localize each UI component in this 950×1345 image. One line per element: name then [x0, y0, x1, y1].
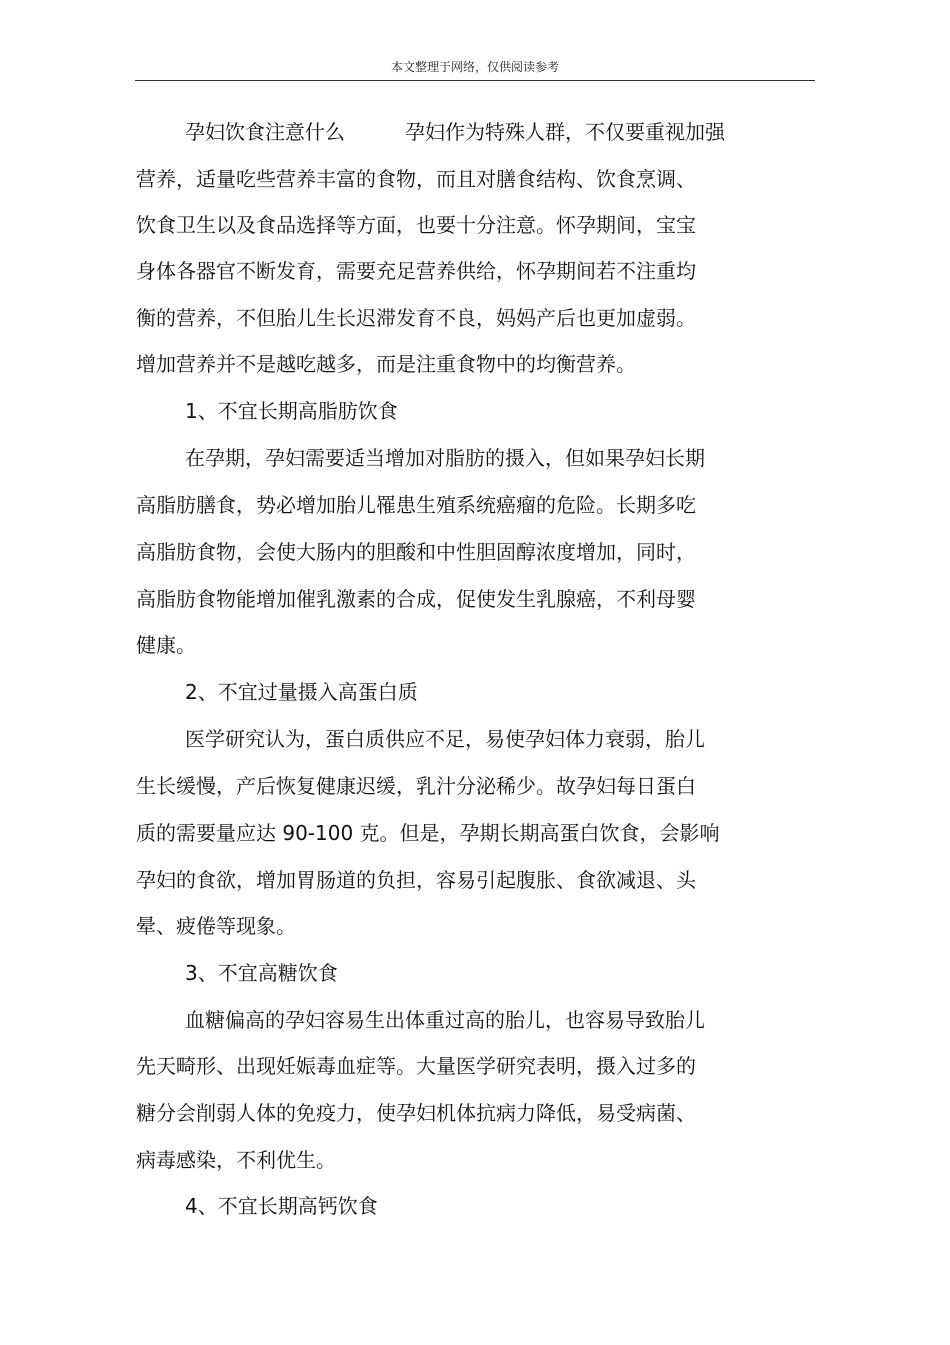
section-1-line-3: 高脂肪食物，会使大肠内的胆酸和中性胆固醇浓度增加，同时，: [136, 540, 696, 564]
section-2-line-4: 孕妇的食欲，增加胃肠道的负担，容易引起腹胀、食欲减退、头: [136, 868, 696, 892]
section-3-line-4: 病毒感染，不利优生。: [136, 1148, 336, 1172]
section-1-line-5: 健康。: [136, 633, 196, 657]
section-2-line-1: 医学研究认为，蛋白质供应不足，易使孕妇体力衰弱，胎儿: [185, 727, 705, 751]
header-divider: [135, 80, 815, 81]
section-1-line-2: 高脂肪膳食，势必增加胎儿罹患生殖系统癌瘤的危险。长期多吃: [136, 493, 696, 517]
section-1-heading: 1、不宜长期高脂肪饮食: [185, 399, 398, 423]
section-1-line-4: 高脂肪食物能增加催乳激素的合成，促使发生乳腺癌，不利母婴: [136, 587, 696, 611]
intro-line-2: 营养，适量吃些营养丰富的食物，而且对膳食结构、饮食烹调、: [136, 167, 696, 191]
page-header: 本文整理于网络，仅供阅读参考: [390, 60, 559, 74]
intro-line-1: [185, 118, 725, 146]
article-title: 孕妇饮食注意什么: [185, 120, 345, 144]
section-3-line-2: 先天畸形、出现妊娠毒血症等。大量医学研究表明，摄入过多的: [136, 1054, 696, 1078]
section-3-heading: 3、不宜高糖饮食: [185, 961, 338, 985]
section-1-line-1: 在孕期，孕妇需要适当增加对脂肪的摄入，但如果孕妇长期: [185, 446, 705, 470]
intro-line-6: 增加营养并不是越吃越多，而是注重食物中的均衡营养。: [136, 352, 636, 376]
section-2-heading: 2、不宜过量摄入高蛋白质: [185, 680, 418, 704]
section-4-heading: 4、不宜长期高钙饮食: [185, 1194, 378, 1218]
intro-line-3: 饮食卫生以及食品选择等方面，也要十分注意。怀孕期间，宝宝: [136, 213, 696, 237]
section-3-line-1: 血糖偏高的孕妇容易生出体重过高的胎儿，也容易导致胎儿: [185, 1008, 705, 1032]
section-2-line-5: 晕、疲倦等现象。: [136, 914, 296, 938]
intro-line-5: 衡的营养，不但胎儿生长迟滞发育不良，妈妈产后也更加虚弱。: [136, 306, 696, 330]
section-3-line-3: 糖分会削弱人体的免疫力，使孕妇机体抗病力降低，易受病菌、: [136, 1101, 696, 1125]
intro-line-4: 身体各器官不断发育，需要充足营养供给，怀孕期间若不注重均: [136, 259, 696, 283]
intro-text-start: 孕妇作为特殊人群，不仅要重视加强: [405, 120, 725, 144]
section-2-line-3: 质的需要量应达 90-100 克。但是，孕期长期高蛋白饮食，会影响: [136, 821, 720, 845]
section-2-line-2: 生长缓慢，产后恢复健康迟缓，乳汁分泌稀少。故孕妇每日蛋白: [136, 774, 696, 798]
